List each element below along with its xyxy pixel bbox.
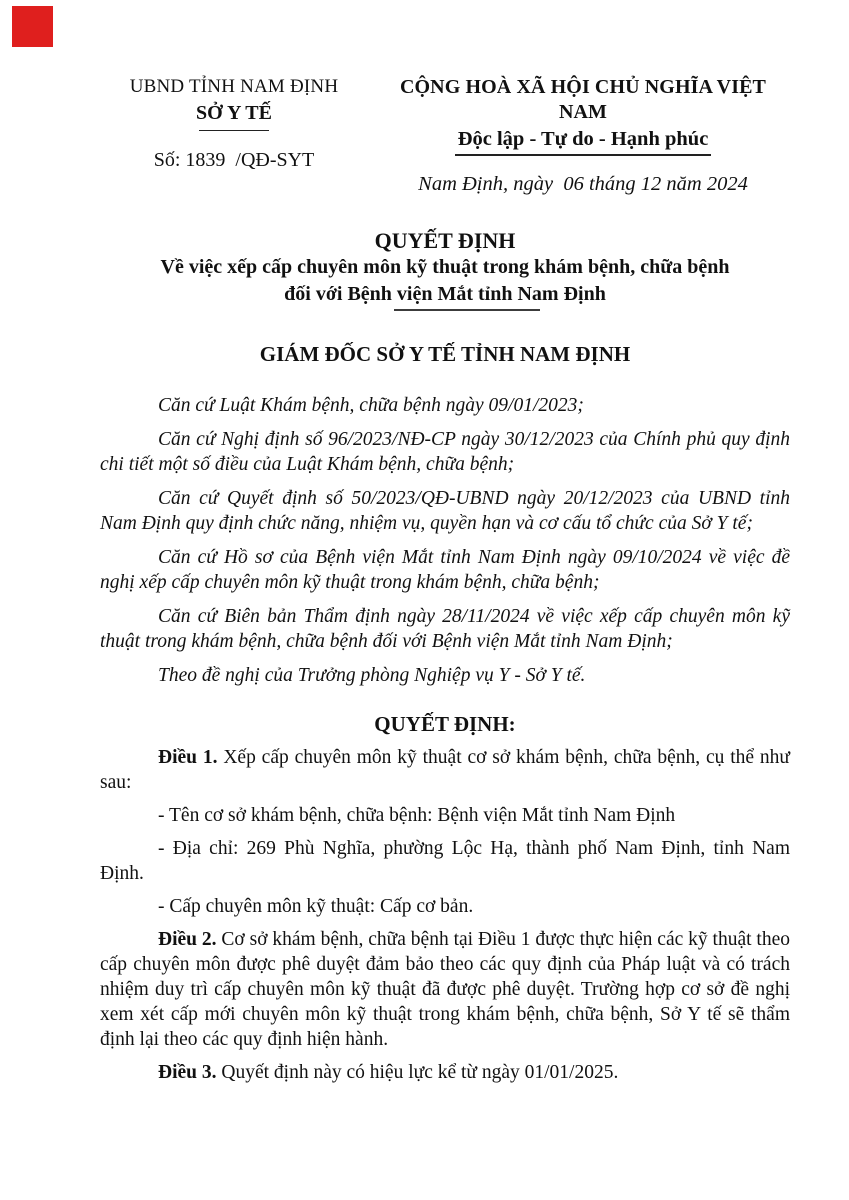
- article-list-item: - Cấp chuyên môn kỹ thuật: Cấp cơ bản.: [158, 896, 474, 917]
- preamble-paragraph: Căn cứ Quyết định số 50/2023/QĐ-UBND ngày 20/12/2023 của UBND tỉnh Nam Định quy định chức năng, nhiệm vụ, quyền hạn và cơ cấu tổ chức của Sở Y tế;: [100, 488, 790, 534]
- document-subject-line1: Về việc xếp cấp chuyên môn kỹ thuật trong khám bệnh, chữa bệnh: [160, 256, 730, 278]
- national-motto: Độc lập - Tự do - Hạnh phúc: [455, 126, 712, 156]
- article-label: Điều 1.: [158, 747, 218, 768]
- article-paragraph: [100, 1060, 790, 1085]
- place-date-line: Nam Định, ngày 06 tháng 12 năm 2024: [418, 173, 748, 195]
- document-title: QUYẾT ĐỊNH: [374, 228, 516, 253]
- preamble-paragraph: Căn cứ Nghị định số 96/2023/NĐ-CP ngày 30/12/2023 của Chính phủ quy định chi tiết một số điều của Luật Khám bệnh, chữa bệnh;: [100, 429, 790, 475]
- document-subject-line2: đối với Bệnh viện Mắt tỉnh Nam Định: [284, 283, 606, 305]
- article-paragraph: [100, 745, 790, 795]
- national-motto-row: [376, 125, 790, 156]
- preamble-section: [100, 393, 790, 688]
- document-number: Số: 1839 /QĐ-SYT: [153, 149, 315, 171]
- issuer-title: GIÁM ĐỐC SỞ Y TẾ TỈNH NAM ĐỊNH: [259, 342, 631, 366]
- article-text: Quyết định này có hiệu lực kể từ ngày 01/01/2025.: [216, 1062, 619, 1083]
- articles-section: [100, 745, 790, 1085]
- subject-underline: [394, 309, 540, 311]
- issuing-agency-block: [100, 75, 368, 172]
- article-text: Xếp cấp chuyên môn kỹ thuật cơ sở khám bệnh, chữa bệnh, cụ thể như sau:: [100, 747, 790, 793]
- red-corner-marker: [12, 6, 53, 47]
- decision-heading: QUYẾT ĐỊNH:: [374, 712, 516, 736]
- article-label: Điều 2.: [158, 929, 217, 950]
- preamble-paragraph: Căn cứ Hồ sơ của Bệnh viện Mắt tỉnh Nam Định ngày 09/10/2024 về việc đề nghị xếp cấp chuyên môn kỹ thuật trong khám bệnh, chữa bệnh;: [100, 547, 790, 593]
- article-text: Cơ sở khám bệnh, chữa bệnh tại Điều 1 được thực hiện các kỹ thuật theo cấp chuyên môn được phê duyệt đảm bảo theo các quy định của Pháp luật và có trách nhiệm duy trì cấp chuyên môn kỹ thuật đã được phê duyệt. Trường hợp cơ sở đề nghị xem xét cấp mới chuyên môn kỹ thuật trong khám bệnh, chữa bệnh, Sở Y tế sẽ thẩm định lại theo các quy định hiện hành.: [100, 929, 791, 1050]
- agency-underline: [199, 130, 269, 131]
- preamble-paragraph: Căn cứ Biên bản Thẩm định ngày 28/11/2024 về việc xếp cấp chuyên môn kỹ thuật trong khám bệnh, chữa bệnh đối với Bệnh viện Mắt tỉnh Nam Định;: [100, 606, 790, 652]
- national-motto-block: [368, 75, 790, 197]
- agency-parent-name: UBND TỈNH NAM ĐỊNH: [129, 76, 339, 97]
- document-header: [100, 75, 790, 197]
- agency-name: SỞ Y TẾ: [196, 102, 272, 124]
- article-label: Điều 3.: [158, 1062, 217, 1083]
- preamble-paragraph: Căn cứ Luật Khám bệnh, chữa bệnh ngày 09/01/2023;: [158, 395, 584, 416]
- article-list-item: - Địa chỉ: 269 Phù Nghĩa, phường Lộc Hạ, thành phố Nam Định, tỉnh Nam Định.: [100, 838, 790, 884]
- article-paragraph: [100, 927, 790, 1052]
- title-block: [100, 227, 790, 368]
- preamble-paragraph: Theo đề nghị của Trưởng phòng Nghiệp vụ Y - Sở Y tế.: [158, 665, 586, 686]
- national-title: CỘNG HOÀ XÃ HỘI CHỦ NGHĨA VIỆT NAM: [399, 76, 766, 123]
- article-list-item: - Tên cơ sở khám bệnh, chữa bệnh: Bệnh viện Mắt tỉnh Nam Định: [158, 805, 676, 826]
